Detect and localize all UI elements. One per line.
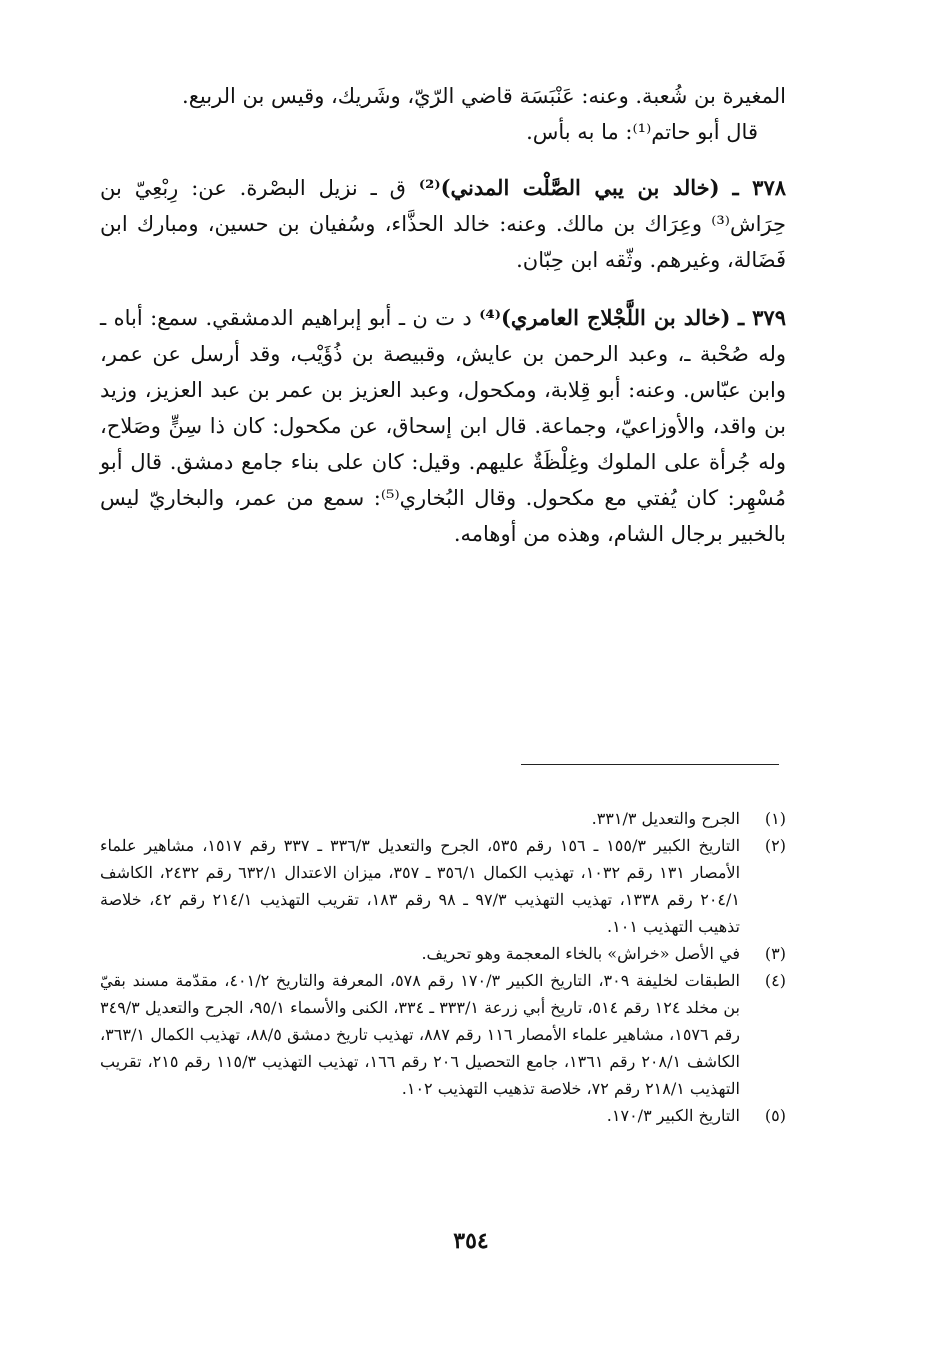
footnote-text: في الأصل «خراش» بالخاء المعجمة وهو تحريف. <box>421 944 740 963</box>
footnotes <box>100 805 786 1129</box>
footnote <box>100 832 786 940</box>
footnote-number: (٢) <box>764 836 786 855</box>
footnote-text: الطبقات لخليفة ٣٠٩، التاريخ الكبير ١٧٠/٣ رقم ٥٧٨، المعرفة والتاريخ ٤٠١/٢، مقدّمة مسند بقيّ بن مخلد ١٢٤ رقم ٥١٤، تاريخ أبي زرعة ٣٣٣/١ ـ ٣٣٤، الكنى والأسماء ٩٥/١، الجرح والتعديل ٣٤٩/٣ رقم ١٥٧٦، مشاهير علماء الأمصار ١١٦ رقم ٨٨٧، تهذيب تاريخ دمشق ٨٨/٥، تهذيب الكمال ٣٦٣/١، الكاشف ٢٠٨/١ رقم ١٣٦١، جامع التحصيل ٢٠٦ رقم ١٦٦، تهذيب التهذيب ١١٥/٣ رقم ٢١٥، تقريب التهذيب ٢١٨/١ رقم ٧٢، خلاصة تذهيب التهذيب ١٠٢. <box>100 971 741 1098</box>
entry-number: ٣٧٨ ـ <box>732 175 787 200</box>
entry-number: ٣٧٩ ـ <box>737 305 786 330</box>
carryover-paragraph: المغيرة بن شُعبة. وعنه: عَنْبَسَة قاضي الرّيّ، وشَريك، وقيس بن الربيع. <box>182 84 786 108</box>
footnote <box>100 940 786 967</box>
footnote-number: (٥) <box>764 1106 786 1125</box>
page-number: ٣٥٤ <box>453 1228 489 1254</box>
entry-name: (خالد بن اللَّجْلاج العامري)⁽⁴⁾ <box>479 305 731 330</box>
footnote-text: الجرح والتعديل ٣٣١/٣. <box>591 809 740 828</box>
footnote-separator <box>521 764 779 765</box>
entry-name: (خالد بن يبي الصَّلْت المدني)⁽²⁾ <box>418 175 720 200</box>
footnote-text: التاريخ الكبير ١٧٠/٣. <box>606 1106 740 1125</box>
carryover-quote: قال أبو حاتم⁽¹⁾: ما به بأس. <box>526 120 758 144</box>
footnote-number: (٤) <box>764 971 786 990</box>
entry-379 <box>100 300 786 552</box>
footnote-number: (١) <box>764 809 786 828</box>
footnote <box>100 1102 786 1129</box>
entry-text: ق ـ نزيل البصْرة. عن: رِبْعِيّ بن حِرَاش⁽³⁾ وعِرَاك بن مالك. وعنه: خالد الحذَّاء، وسُفيان بن حسين، ومبارك ابن فَضَالة، وغيرهم. وثّقه ابن حِبّان. <box>100 176 786 272</box>
footnote-text: التاريخ الكبير ١٥٥/٣ ـ ١٥٦ رقم ٥٣٥، الجرح والتعديل ٣٣٦/٣ ـ ٣٣٧ رقم ١٥١٧، مشاهير علماء الأمصار ١٣١ رقم ١٠٣٢، تهذيب الكمال ٣٥٦/١ ـ ٣٥٧، ميزان الاعتدال ٦٣٢/١ رقم ٢٤٣٢، الكاشف ٢٠٤/١ رقم ١٣٣٨، تهذيب التهذيب ٩٧/٣ ـ ٩٨ رقم ١٨٣، تقريب التهذيب ٢١٤/١ رقم ٤٢، خلاصة تذهيب التهذيب ١٠١. <box>100 836 741 936</box>
footnote-number: (٣) <box>764 944 786 963</box>
footnote <box>100 805 786 832</box>
main-text <box>100 78 786 574</box>
footnote <box>100 967 786 1102</box>
entry-378 <box>100 170 786 278</box>
entry-text: د ت ن ـ أبو إبراهيم الدمشقي. سمع: أباه ـ وله صُحْبة ـ، وعبد الرحمن بن عايش، وقبيصة بن ذُؤَيْب، وقد أرسل عن عمر، وابن عبّاس. وعنه: أبو قِلابة، ومكحول، وعبد العزيز بن عمر بن عبد العزيز، وزيد بن واقد، والأوزاعيّ، وجماعة. قال ابن إسحاق، عن مكحول: كان ذا سِنٍّ وصَلاح، وله جُرأة على الملوك وغِلْظَةٌ عليهم. وقيل: كان على بناء جامع دمشق. قال أبو مُسْهِر: كان يُفتي مع مكحول. وقال البُخاري⁽⁵⁾: سمع من عمر، والبخاريّ ليس بالخبير برجال الشام، وهذه من أوهامه. <box>100 306 786 546</box>
